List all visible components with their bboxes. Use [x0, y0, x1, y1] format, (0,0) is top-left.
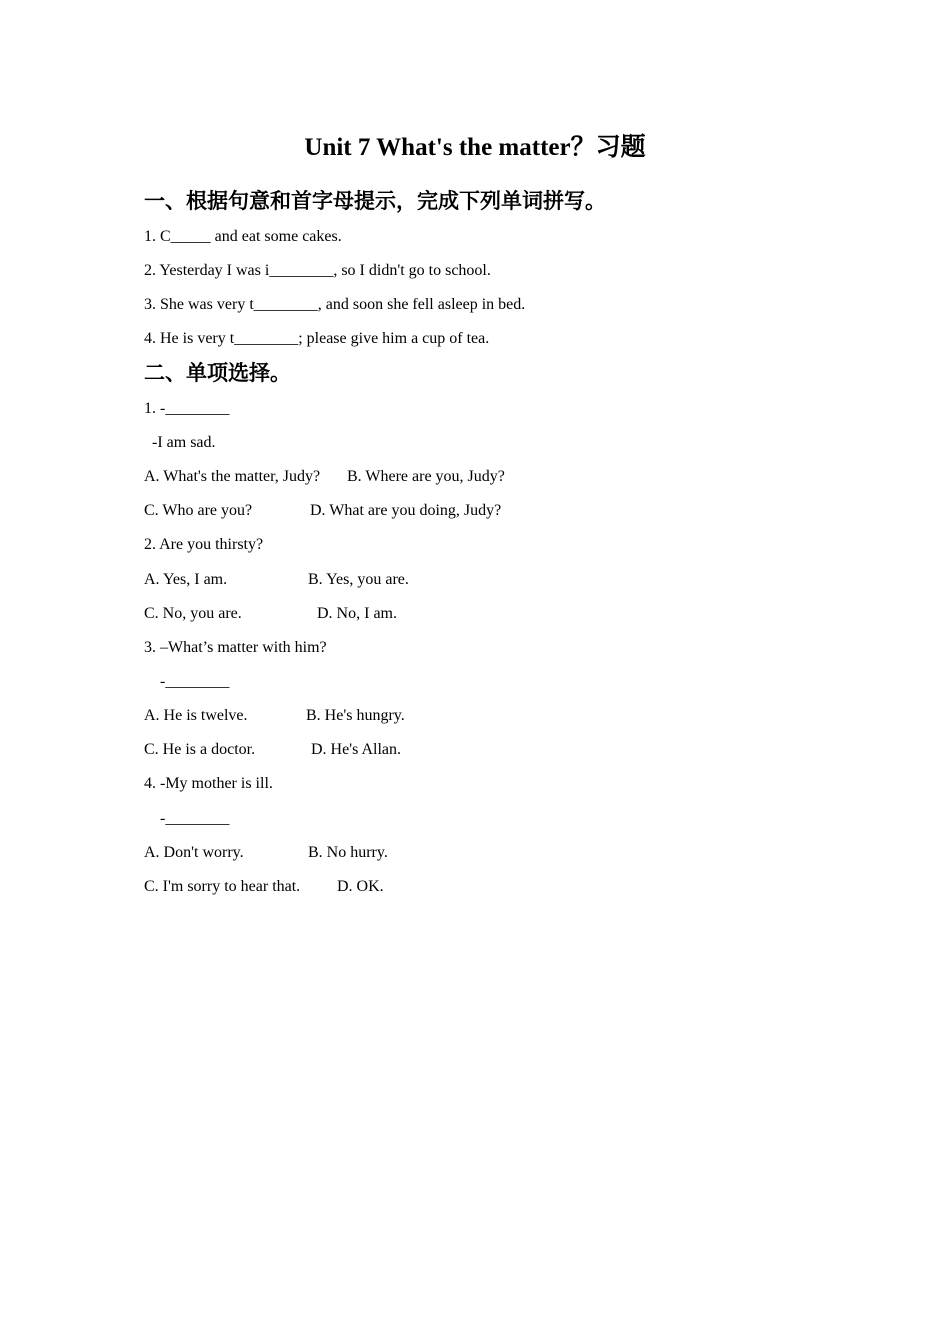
- question-1-option-b: B. Where are you, Judy?: [347, 468, 505, 485]
- spelling-item-4: 4. He is very t________; please give him a cup of tea.: [144, 330, 490, 347]
- question-2-option-b: B. Yes, you are.: [308, 571, 409, 588]
- spelling-item-3: 3. She was very t________, and soon she fell asleep in bed.: [144, 296, 526, 313]
- question-1-response: -I am sad.: [152, 434, 216, 451]
- question-2-option-d: D. No, I am.: [317, 605, 397, 622]
- question-1-option-c: C. Who are you?: [144, 502, 253, 519]
- question-4-option-b: B. No hurry.: [308, 844, 388, 861]
- question-2-prompt: 2. Are you thirsty?: [144, 536, 264, 553]
- question-4-response: -________: [160, 810, 230, 827]
- question-1-option-a: A. What's the matter, Judy?: [144, 468, 321, 485]
- question-4-option-a: A. Don't worry.: [144, 844, 244, 861]
- spelling-item-1: 1. C_____ and eat some cakes.: [144, 228, 342, 245]
- question-3-response: -________: [160, 673, 230, 690]
- section-2-heading: 二、单项选择。: [144, 361, 291, 385]
- question-3-prompt: 3. –What’s matter with him?: [144, 639, 327, 656]
- question-1-prompt: 1. -________: [144, 400, 230, 417]
- question-4-prompt: 4. -My mother is ill.: [144, 775, 273, 792]
- question-3-option-b: B. He's hungry.: [306, 707, 405, 724]
- question-3-option-a: A. He is twelve.: [144, 707, 248, 724]
- question-3-option-d: D. He's Allan.: [311, 741, 401, 758]
- question-4-option-c: C. I'm sorry to hear that.: [144, 878, 301, 895]
- section-1-heading: 一、根据句意和首字母提示，完成下列单词拼写。: [144, 189, 606, 213]
- question-4-option-d: D. OK.: [337, 878, 384, 895]
- question-2-option-a: A. Yes, I am.: [144, 571, 228, 588]
- spelling-item-2: 2. Yesterday I was i________, so I didn't go to school.: [144, 262, 491, 279]
- question-2-option-c: C. No, you are.: [144, 605, 242, 622]
- page-title: Unit 7 What's the matter？习题: [304, 134, 646, 161]
- question-1-option-d: D. What are you doing, Judy?: [310, 502, 502, 519]
- question-3-option-c: C. He is a doctor.: [144, 741, 256, 758]
